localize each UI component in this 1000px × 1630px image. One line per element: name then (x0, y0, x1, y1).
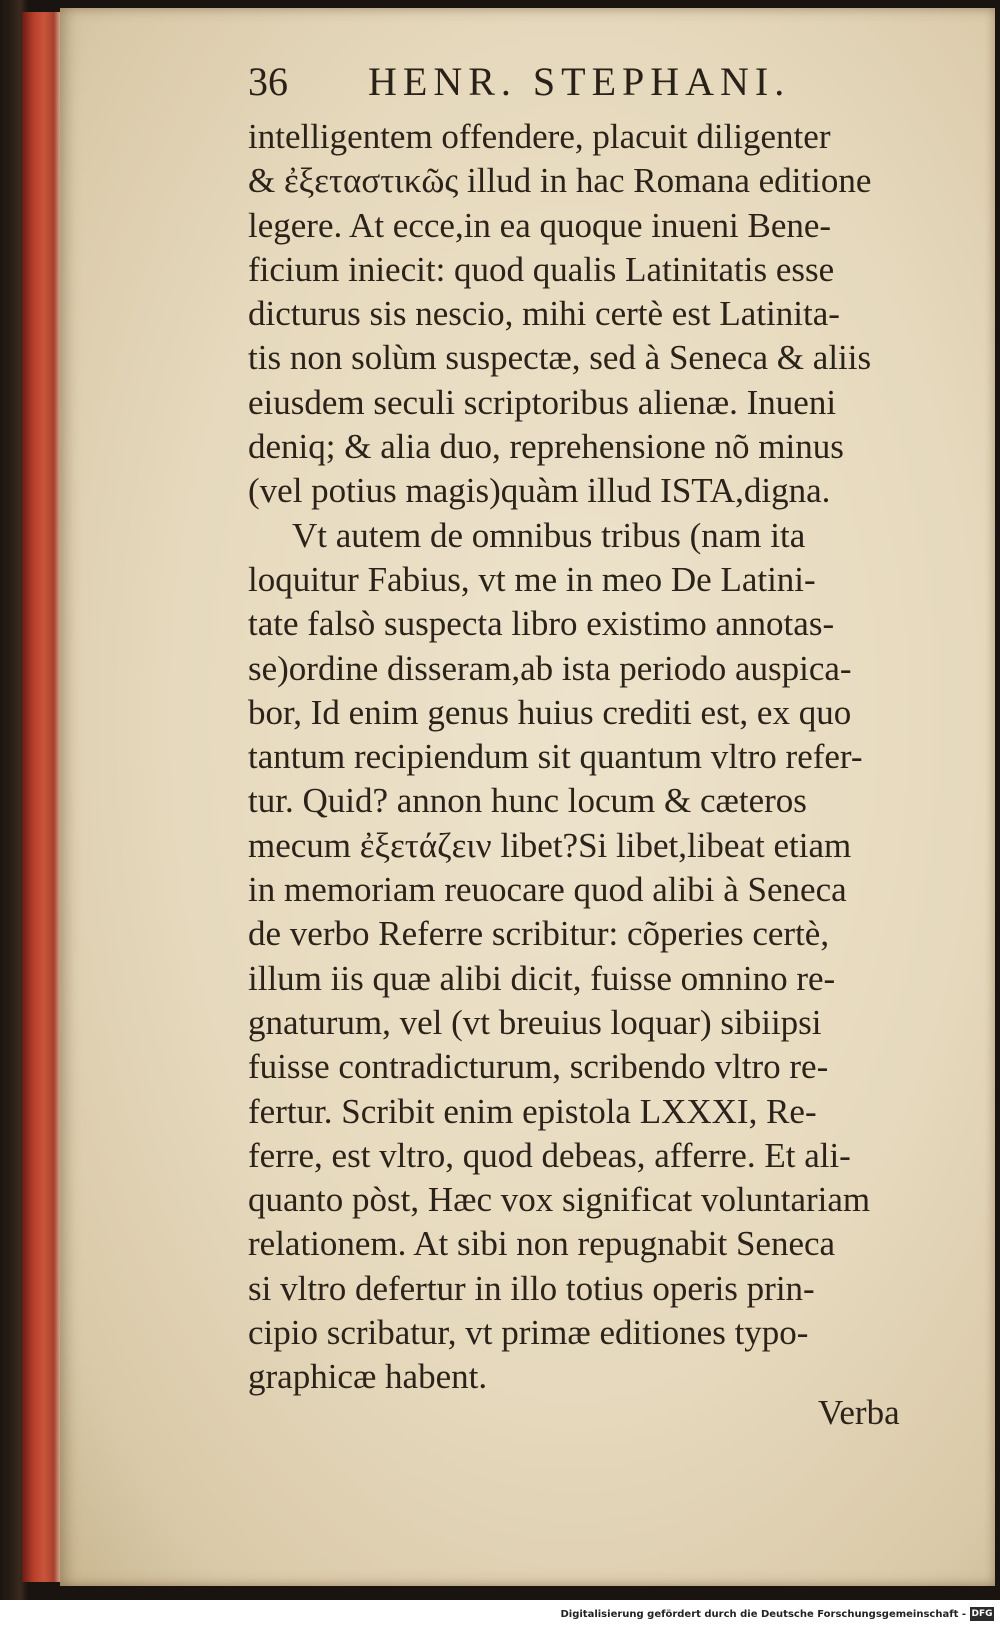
text-line: relationem. At sibi non repugnabit Seneca (248, 1224, 836, 1264)
funding-credit: Digitalisierung gefördert durch die Deutsche Forschungsgemeinschaft - (560, 1609, 966, 1620)
text-line: intelligentem offendere, placuit diligenter (248, 117, 831, 156)
text-line: mecum ἐξετάζειν libet?Si libet,libeat etiam (248, 825, 852, 865)
text-line: fuisse contradicturum, scribendo vltro re- (248, 1047, 829, 1087)
text-line: ficium iniecit: quod qualis Latinitatis esse (248, 249, 835, 289)
text-line: eiusdem seculi scriptoribus alienæ. Inueni (248, 382, 837, 422)
text-line: deniq; & alia duo, reprehensione nõ minus (248, 427, 844, 467)
dfg-logo: DFG (971, 1609, 993, 1619)
text-line: tantum recipiendum sit quantum vltro refer- (248, 737, 863, 777)
text-line: loquitur Fabius, vt me in meo De Latini- (248, 559, 816, 599)
catchword: Verba (818, 1393, 900, 1432)
book-edge (22, 12, 62, 1582)
text-line: & ἐξεταστικῶς illud in hac Romana editione (248, 161, 872, 201)
page-number: 36 (248, 59, 288, 104)
text-line: si vltro defertur in illo totius operis prin- (248, 1268, 815, 1308)
text-line: de verbo Referre scribitur: cõperies certè, (248, 914, 830, 954)
text-line: dicturus sis nescio, mihi certè est Latinita- (248, 294, 840, 334)
text-line: legere. At ecce,in ea quoque inueni Bene- (248, 205, 832, 245)
text-line: se)ordine disseram,ab ista periodo auspica- (248, 648, 852, 688)
text-line: illum iis quæ alibi dicit, fuisse omnino re- (248, 958, 836, 998)
text-line: quanto pòst, Hæc vox significat voluntariam (248, 1180, 871, 1220)
text-line: tur. Quid? annon hunc locum & cæteros (248, 781, 807, 821)
text-line: in memoriam reuocare quod alibi à Seneca (248, 870, 847, 910)
text-line: tate falsò suspecta libro existimo annotas- (248, 604, 835, 644)
text-line: ferre, est vltro, quod debeas, afferre. Et ali- (248, 1135, 851, 1175)
text-line: Vt autem de omnibus tribus (nam ita (292, 515, 806, 555)
text-line: graphicæ habent. (248, 1357, 488, 1397)
text-line: (vel potius magis)quàm illud ISTA,digna. (248, 471, 831, 511)
running-title: HENR. STEPHANI. (368, 59, 791, 104)
text-line: fertur. Scribit enim epistola LXXXI, Re- (248, 1091, 817, 1131)
text-line: tis non solùm suspectæ, sed à Seneca & aliis (248, 338, 872, 378)
page-header (248, 52, 868, 112)
text-line: bor, Id enim genus huius crediti est, ex quo (248, 692, 852, 732)
text-line: cipio scribatur, vt primæ editiones typo- (248, 1313, 809, 1353)
text-line: gnaturum, vel (vt breuius loquar) sibiipsi (248, 1002, 822, 1042)
body-text (248, 115, 963, 1400)
